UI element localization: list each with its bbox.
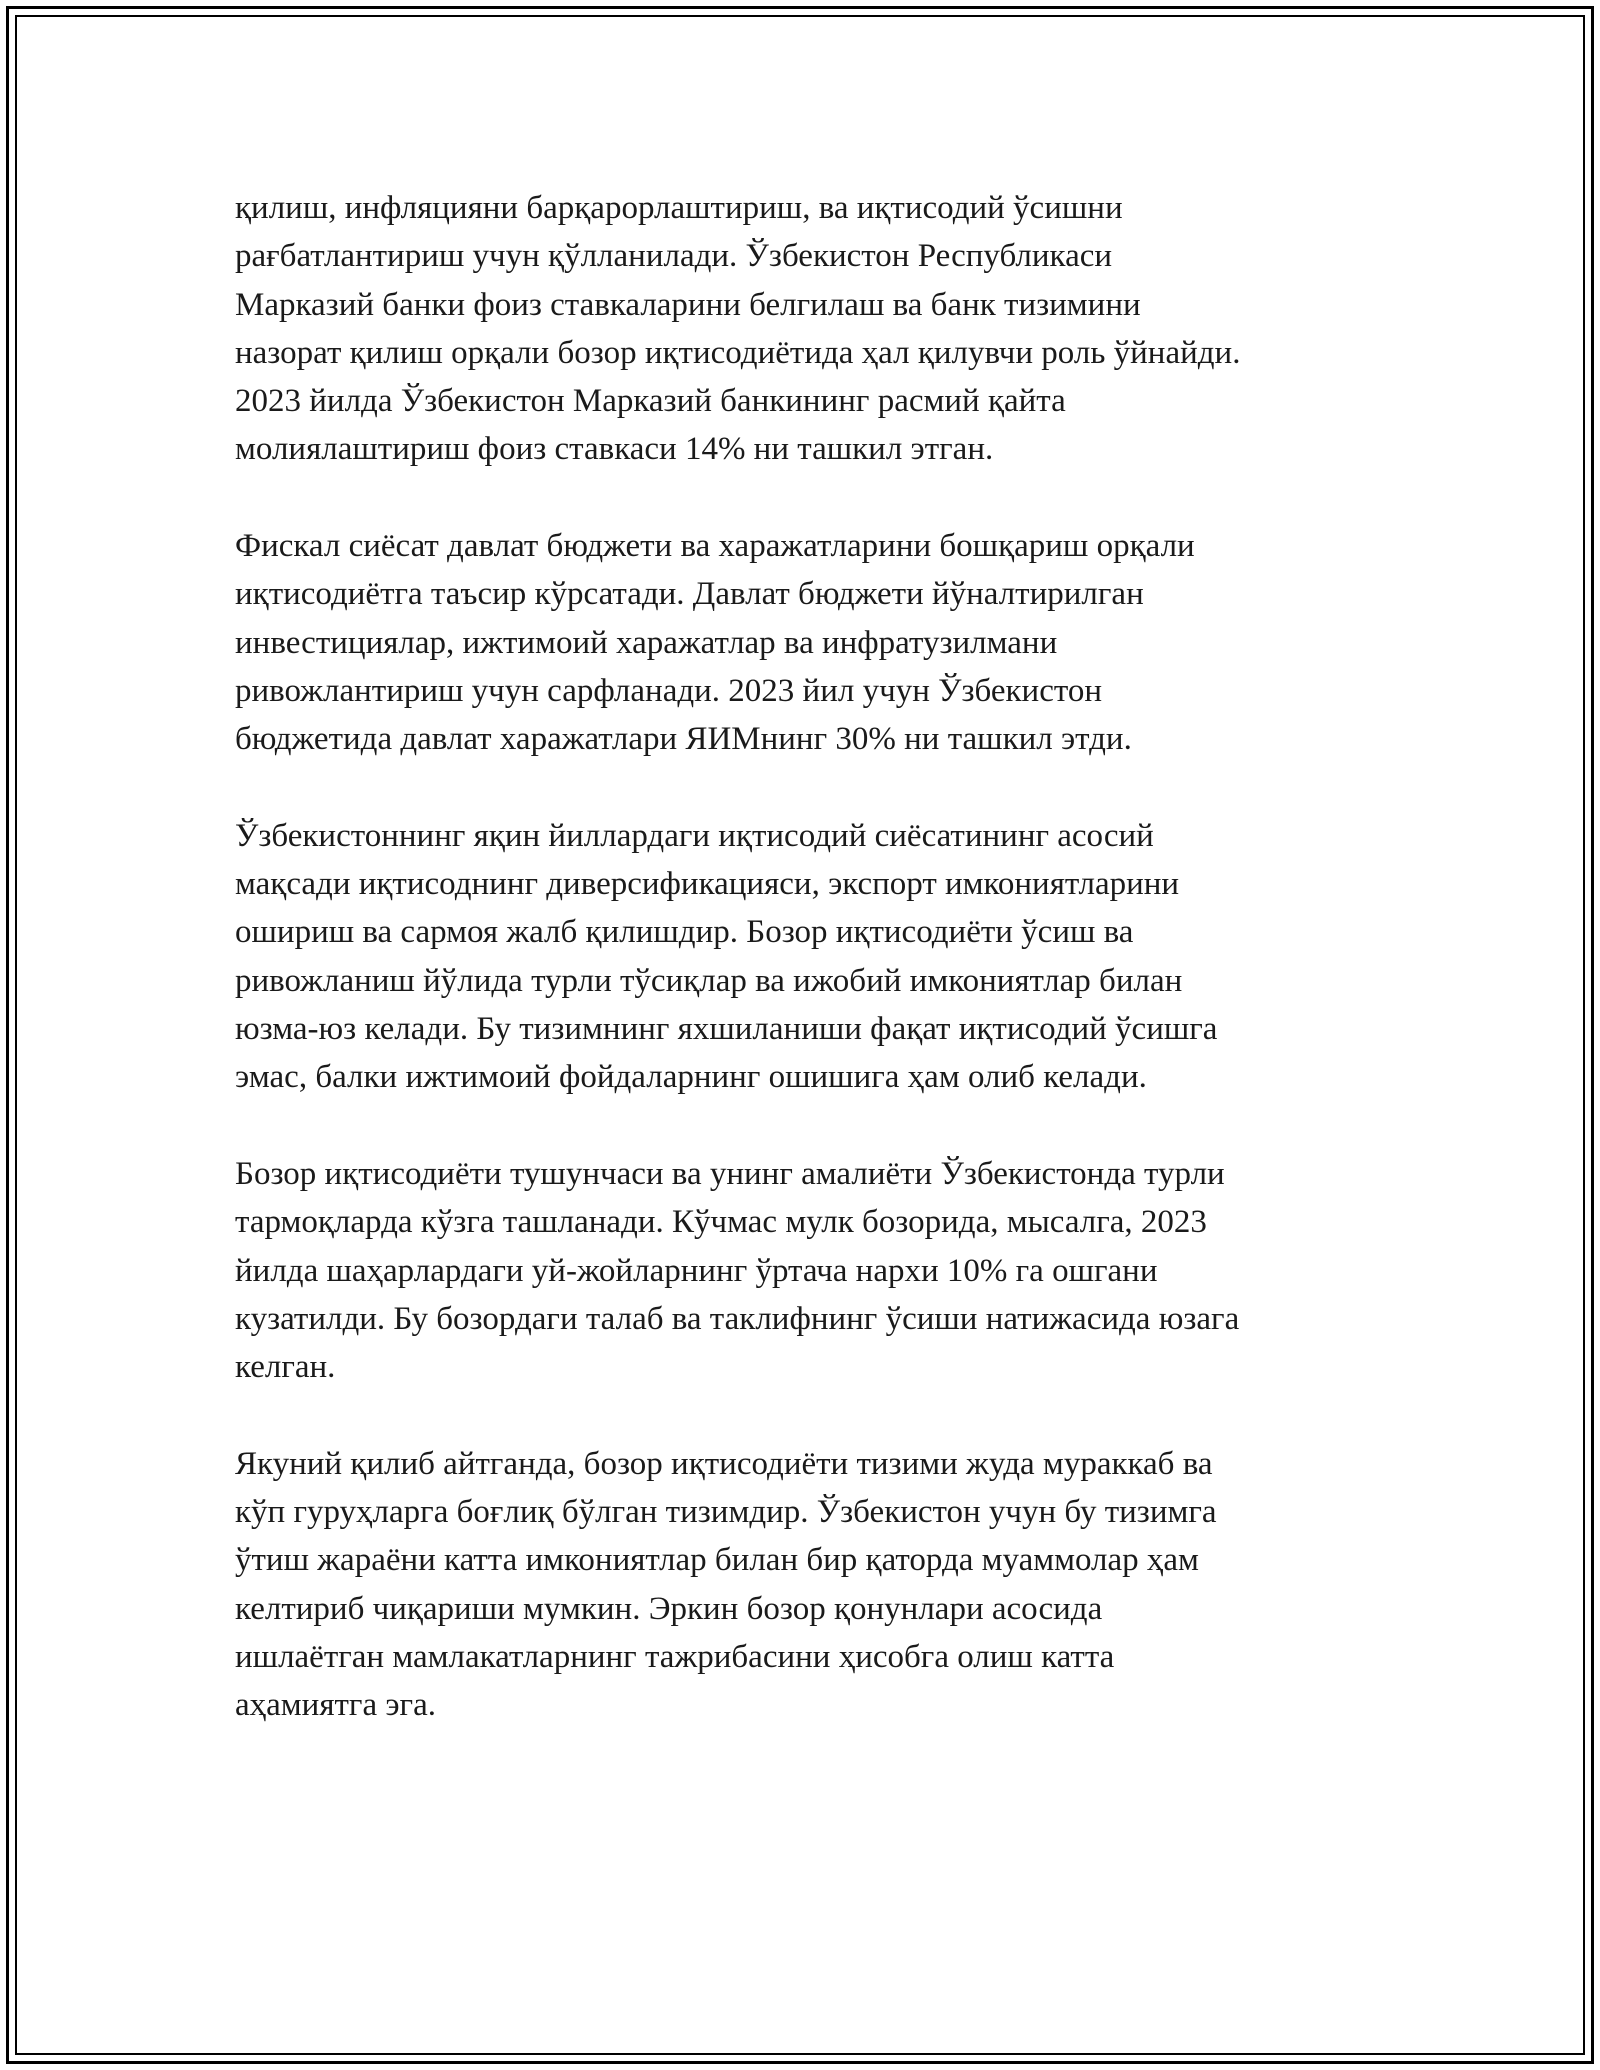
text-line: Бозор иқтисодиёти тушунчаси ва унинг амалиёти Ўзбекистонда турли xyxy=(235,1155,1225,1192)
text-line: йилда шаҳарлардаги уй-жойларнинг ўртача нархи 10% га ошгани xyxy=(235,1252,1158,1289)
paragraph-economic-goals xyxy=(235,812,1375,1102)
text-line: юзма-юз келади. Бу тизимнинг яхшиланиши фақат иқтисодий ўсишга xyxy=(235,1011,1218,1048)
text-line: рағбатлантириш учун қўлланилади. Ўзбекистон Республикаси xyxy=(235,238,1113,275)
text-line: ривожлантириш учун сарфланади. 2023 йил учун Ўзбекистон xyxy=(235,672,1102,709)
text-line: Марказий банки фоиз ставкаларини белгилаш ва банк тизимини xyxy=(235,286,1141,323)
text-line: иқтисодиётга таъсир кўрсатади. Давлат бюджети йўналтирилган xyxy=(235,576,1144,613)
text-line: кўп гуруҳларга боғлиқ бўлган тизимдир. Ўзбекистон учун бу тизимга xyxy=(235,1494,1217,1531)
text-line: бюджетида давлат харажатлари ЯИМнинг 30% ни ташкил этди. xyxy=(235,721,1132,758)
text-line: ишлаётган мамлакатларнинг тажрибасини ҳисобга олиш катта xyxy=(235,1638,1115,1675)
paragraph-real-estate xyxy=(235,1150,1375,1391)
text-line: қилиш, инфляцияни барқарорлаштириш, ва иқтисодий ўсишни xyxy=(235,190,1123,226)
text-line: 2023 йилда Ўзбекистон Марказий банкининг расмий қайта xyxy=(235,383,1066,420)
text-line: тармоқларда кўзга ташланади. Кўчмас мулк бозорида, мысалга, 2023 xyxy=(235,1204,1207,1241)
text-line: келган. xyxy=(235,1349,336,1386)
text-line: мақсади иқтисоднинг диверсификацияси, экспорт имкониятларини xyxy=(235,866,1180,903)
text-line: Ўзбекистоннинг яқин йиллардаги иқтисодий сиёсатининг асосий xyxy=(235,817,1154,854)
text-line: Якуний қилиб айтганда, бозор иқтисодиёти тизими жуда мураккаб ва xyxy=(235,1445,1213,1482)
text-line: назорат қилиш орқали бозор иқтисодиётида ҳал қилувчи роль ўйнайди. xyxy=(235,334,1241,371)
text-line: ўтиш жараёни катта имкониятлар билан бир қаторда муаммолар ҳам xyxy=(235,1542,1199,1579)
text-line: Фискал сиёсат давлат бюджети ва харажатларини бошқариш орқали xyxy=(235,528,1195,565)
text-line: аҳамиятга эга. xyxy=(235,1687,436,1724)
paragraph-fiscal-policy xyxy=(235,522,1375,763)
paragraph-conclusion xyxy=(235,1440,1375,1730)
text-line: келтириб чиқариши мумкин. Эркин бозор қонунлари асосида xyxy=(235,1590,1103,1627)
text-line: молиялаштириш фоиз ставкаси 14% ни ташкил этган. xyxy=(235,431,994,468)
document-body xyxy=(235,184,1375,1778)
text-line: кузатилди. Бу бозордаги талаб ва таклифнинг ўсиши натижасида юзага xyxy=(235,1300,1240,1337)
text-line: инвестициялар, ижтимоий харажатлар ва инфратузилмани xyxy=(235,624,1058,661)
text-line: ошириш ва сармоя жалб қилишдир. Бозор иқтисодиёти ўсиш ва xyxy=(235,914,1134,951)
paragraph-monetary-policy xyxy=(235,184,1375,474)
text-line: ривожланиш йўлида турли тўсиқлар ва ижобий имкониятлар билан xyxy=(235,962,1183,999)
text-line: эмас, балки ижтимоий фойдаларнинг ошишига ҳам олиб келади. xyxy=(235,1059,1147,1096)
